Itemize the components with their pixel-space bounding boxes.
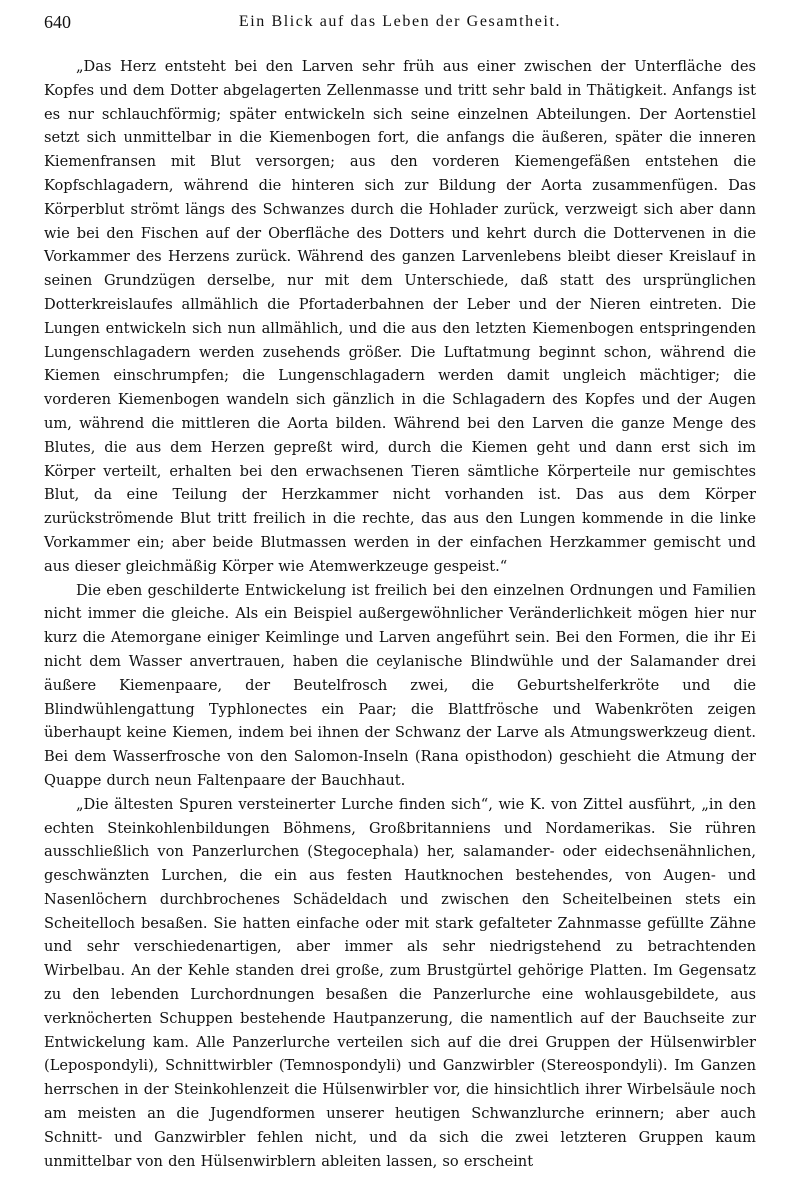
paragraph: Die eben geschilderte Entwickelung ist freilich bei den einzelnen Ordnungen und Familien nicht immer die gleiche. Als ein Beispiel außergewöhnlicher Veränderlichkeit mögen hier nur kurz die Atemorgane einiger Keimlinge und Larven angeführt sein. Bei den Formen, die ihr Ei nicht dem Wasser anvertrauen, haben die ceylanische Blindwühle und der Salamander drei äußere Kiemenpaare, der Beutelfrosch zwei, die Geburtshelferkröte und die Blindwühlengattung Typhlonectes ein Paar; die Blattfrösche und Wabenkröten zeigen überhaupt keine Kiemen, indem bei ihnen der Schwanz der Larve als Atmungswerkzeug dient. Bei dem Wasserfrosche von den Salomon-Inseln (Rana opisthodon) geschieht die Atmung der Quappe durch neun Faltenpaare der Bauchhaut. [44, 581, 756, 789]
paragraph: „Die ältesten Spuren versteinerter Lurche finden sich“, wie K. von Zittel ausführt, „in den echten Steinkohlenbildungen Böhmens, Großbritanniens und Nordamerikas. Sie rühren ausschließlich von Panzerlurchen (Stegocephala) her, salamander- oder eidechsenähnlichen, geschwänzten Lurchen, die ein aus festen Hautknochen bestehendes, von Augen- und Nasenlöchern durchbrochenes Schädeldach und zwischen den Scheitelbeinen stets ein Scheitelloch besaßen. Sie hatten einfache oder mit stark gefalteter Zahnmasse gefüllte Zähne und sehr verschiedenartigen, aber immer als sehr niedrigstehend zu betrachtenden Wirbelbau. An der Kehle standen drei große, zum Brustgürtel gehörige Platten. Im Gegensatz zu den lebenden Lurchordnungen besaßen die Panzerlurche eine wohlausgebildete, aus verknöcherten Schuppen bestehende Hautpanzerung, die namentlich auf der Bauchseite zur Entwickelung kam. Alle Panzerlurche verteilen sich auf die drei Gruppen der Hülsenwirbler (Lepospondyli), Schnittwirbler (Temnospondyli) und Ganzwirbler (Stereospondyli). Im Ganzen herrschen in der Steinkohlenzeit die Hülsenwirbler vor, die hinsichtlich ihrer Wirbelsäule noch am meisten an die Jugendformen unserer heutigen Schwanzlurche erinnern; aber auch Schnitt- und Ganzwirbler fehlen nicht, und da sich die zwei letzteren Gruppen kaum unmittelbar von den Hülsenwirblern ableiten lassen, so erscheint [44, 795, 756, 1170]
running-head: Ein Blick auf das Leben der Gesamtheit. [238, 13, 562, 30]
body-text [44, 55, 756, 1173]
page-number: 640 [44, 12, 71, 32]
paragraph: „Das Herz entsteht bei den Larven sehr früh aus einer zwischen der Unterfläche des Kopfes und dem Dotter abgelagerten Zellenmasse und tritt sehr bald in Thätigkeit. Anfangs ist es nur schlauchförmig; später entwickeln sich seine einzelnen Abteilungen. Der Aortenstiel setzt sich unmittelbar in die Kiemenbogen fort, die anfangs die äußeren, später die inneren Kiemenfransen mit Blut versorgen; aus den vorderen Kiemengefäßen entstehen die Kopfschlagadern, während die hinteren sich zur Bildung der Aorta zusammenfügen. Das Körperblut strömt längs des Schwanzes durch die Hohlader zurück, verzweigt sich aber dann wie bei den Fischen auf der Oberfläche des Dotters und kehrt durch die Dottervenen in die Vorkammer des Herzens zurück. Während des ganzen Larvenlebens bleibt dieser Kreislauf in seinen Grundzügen derselbe, nur mit dem Unterschiede, daß statt des ursprünglichen Dotterkreislaufes allmählich die Pfortaderbahnen der Leber und der Nieren eintreten. Die Lungen entwickeln sich nun allmählich, und die aus den letzten Kiemenbogen entspringenden Lungenschlagadern werden zusehends größer. Die Luftatmung beginnt schon, während die Kiemen einschrumpfen; die Lungenschlagadern werden damit ungleich mächtiger; die vorderen Kiemenbogen wandeln sich gänzlich in die Schlagadern des Kopfes und der Augen um, während die mittleren die Aorta bilden. Während bei den Larven die ganze Menge des Blutes, die aus dem Herzen gepreßt wird, durch die Kiemen geht und dann erst sich im Körper verteilt, erhalten bei den erwachsenen Tieren sämtliche Körperteile nur gemischtes Blut, da eine Teilung der Herzkammer nicht vorhanden ist. Das aus dem Körper zurückströmende Blut tritt freilich in die rechte, das aus den Lungen kommende in die linke Vorkammer ein; aber beide Blutmassen werden in der einfachen Herzkammer gemischt und aus dieser gleichmäßig Körper wie Atemwerkzeuge gespeist.“ [44, 58, 756, 575]
page-header [44, 12, 756, 38]
